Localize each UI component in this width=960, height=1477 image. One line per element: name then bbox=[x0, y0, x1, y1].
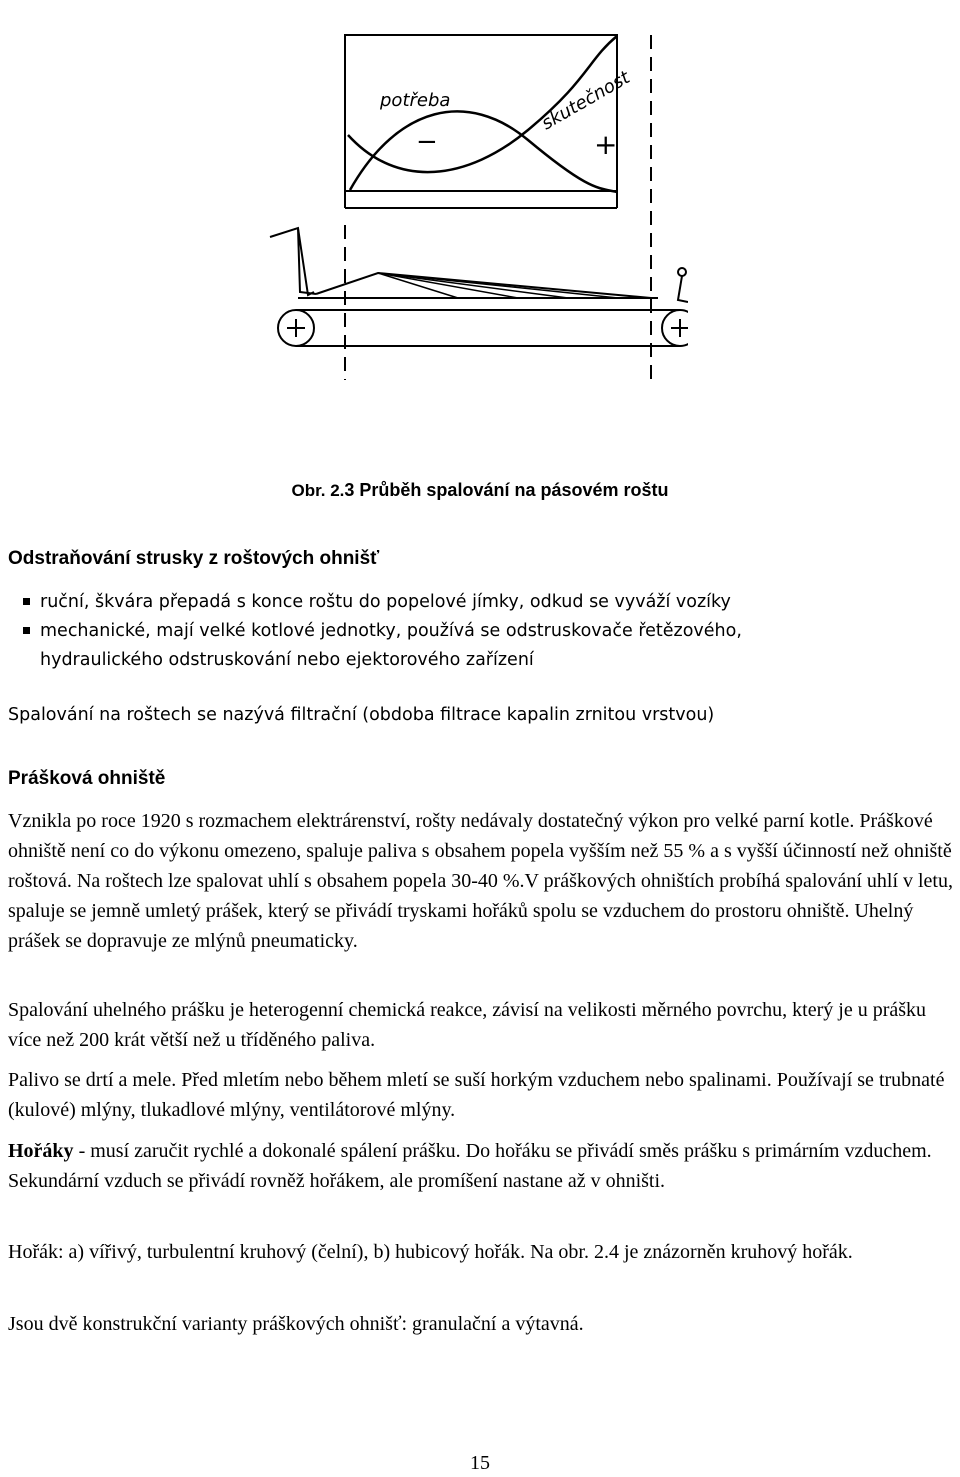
filtration-paragraph: Spalování na roštech se nazývá filtrační (obdoba filtrace kapalin zrnitou vrstvou) bbox=[8, 705, 715, 725]
need-label: potřeba bbox=[380, 90, 451, 111]
list-item: mechanické, mají velké kotlové jednotky, používá se odstruskovače řetězového, hydraulického odstruskování nebo ejektorového zařízení bbox=[20, 617, 950, 675]
pulverized-furnaces-heading: Prášková ohniště bbox=[8, 768, 166, 789]
reality-label: skutečnost bbox=[538, 67, 634, 135]
minus-sign: − bbox=[416, 127, 438, 157]
slag-removal-heading: Odstraňování strusky z roštových ohnišť bbox=[8, 548, 380, 569]
burners-paragraph: Hořáky - musí zaručit rychlé a dokonalé spálení prášku. Do hořáku se přivádí směs prášku s primárním vzduchem. Sekundární vzduch se přivádí rovněž hořákem, ale promíšení nastane až v ohništi. bbox=[8, 1140, 932, 1192]
burners-term: Hořáky bbox=[8, 1140, 74, 1162]
hopper bbox=[270, 228, 314, 295]
caption-lead: Obr. 2. bbox=[291, 481, 345, 500]
slag-removal-list bbox=[20, 588, 950, 675]
plus-sign: + bbox=[594, 128, 618, 161]
caption-text: 3 Průběh spalování na pásovém roštu bbox=[344, 480, 669, 500]
list-item: ruční, škvára přepadá s konce roštu do popelové jímky, odkud se vyváží vozíky bbox=[20, 588, 950, 617]
reaction-paragraph: Spalování uhelného prášku je heterogenní chemická reakce, závisí na velikosti měrného povrchu, který je u prášku více než 200 krát větší než u tříděného paliva. bbox=[8, 999, 927, 1051]
bullet-square-icon bbox=[23, 627, 30, 634]
grate-diagram bbox=[268, 30, 688, 390]
need-curve bbox=[350, 111, 617, 192]
fuel-bed bbox=[316, 273, 651, 298]
page-number: 15 bbox=[470, 1452, 490, 1474]
bullet-square-icon bbox=[23, 598, 30, 605]
grate-combustion-figure bbox=[268, 30, 688, 390]
discharge-pivot bbox=[678, 268, 686, 276]
milling-paragraph: Palivo se drtí a mele. Před mletím nebo během mletí se suší horkým vzduchem nebo spalinami. Používají se trubnaté (kulové) mlýny, tlukadlové mlýny, ventilátorové mlýny. bbox=[8, 1069, 945, 1121]
history-paragraph: Vznikla po roce 1920 s rozmachem elektrárenství, rošty nedávaly dostatečný výkon pro velké parní kotle. Práškové ohniště není co do výkonu omezeno, spaluje paliva s obsahem popela vyšším než 55 % a s vyšší účinností než ohniště roštová. Na roštech lze spalovat uhlí s obsahem popela 30-40 %.V práškových ohništích probíhá spalování uhlí v letu, spaluje se jemně umletý prášek, který se přivádí tryskami hořáků spolu se vzduchem do prostoru ohniště. Uhelný prášek se dopravuje ze mlýnů pneumaticky. bbox=[8, 810, 953, 952]
variants-paragraph: Jsou dvě konstrukční varianty práškových ohnišť: granulační a výtavná. bbox=[8, 1313, 584, 1335]
burner-types-paragraph: Hořák: a) vířivý, turbulentní kruhový (čelní), b) hubicový hořák. Na obr. 2.4 je znázorněn kruhový hořák. bbox=[8, 1241, 853, 1263]
figure-caption bbox=[0, 480, 960, 501]
